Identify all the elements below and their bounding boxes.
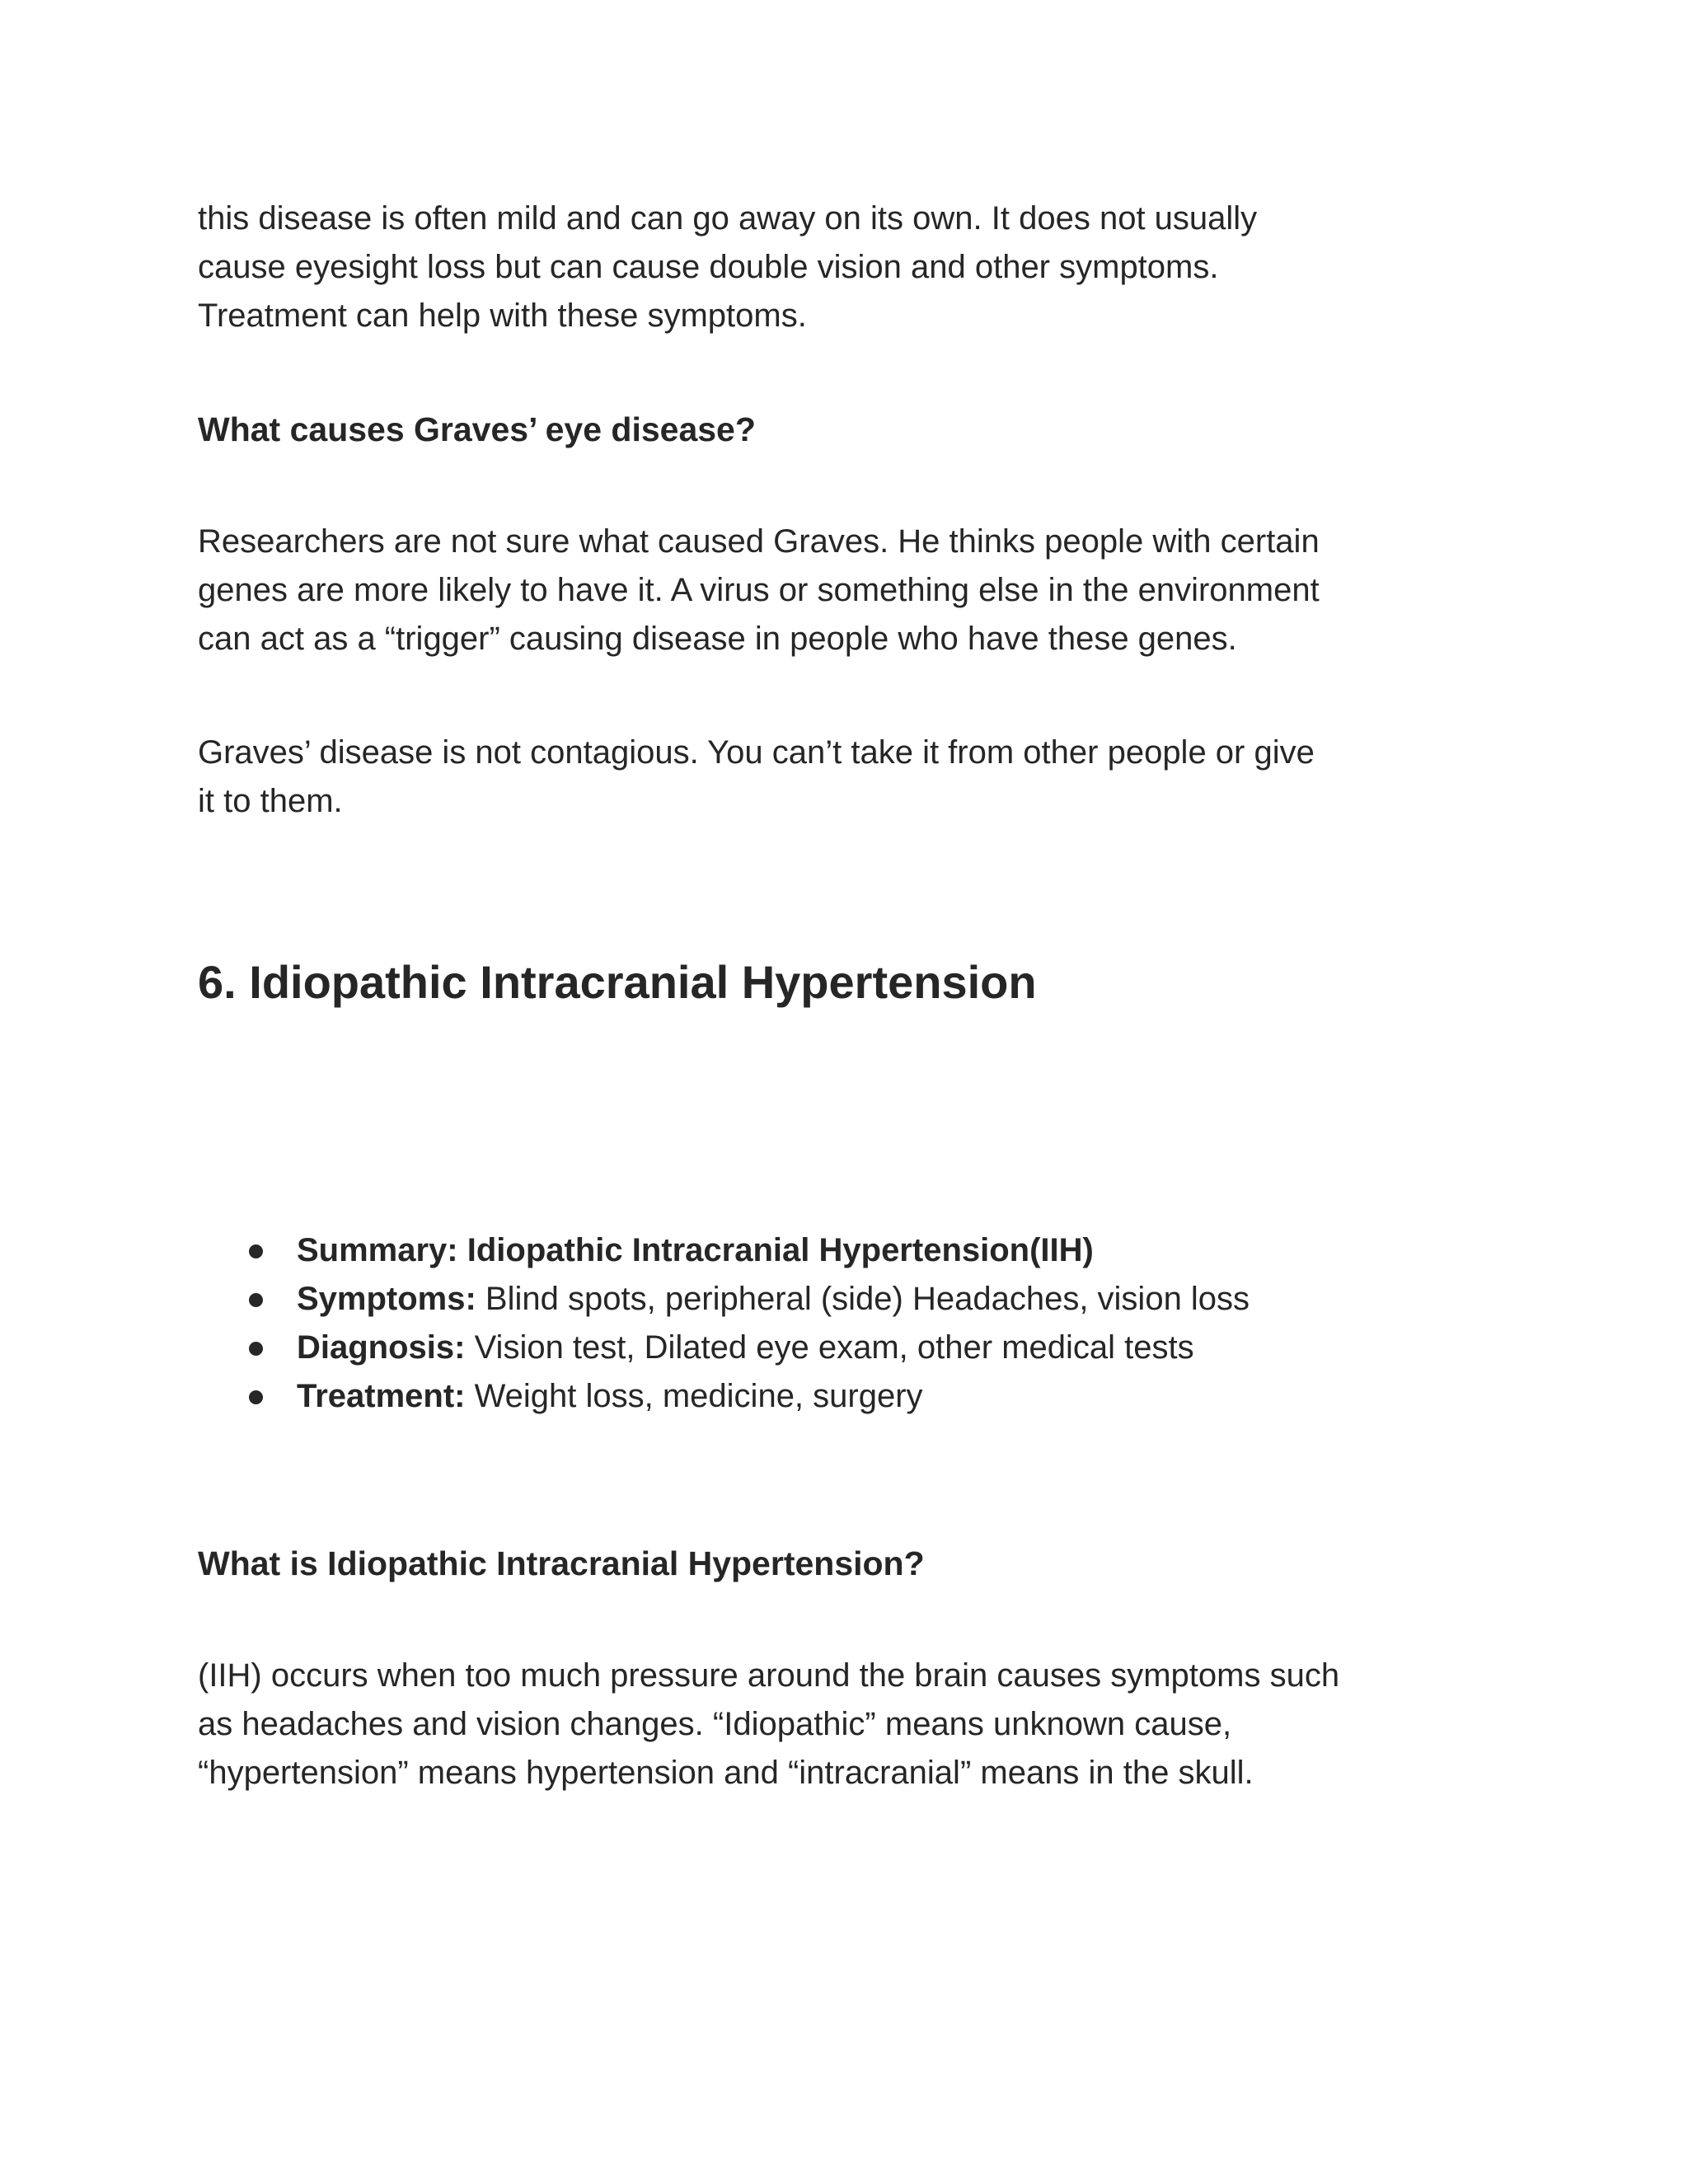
list-item-summary [198, 1226, 1517, 1275]
summary-list-block [198, 1226, 1517, 1421]
paragraph-line: it to them. [198, 783, 343, 819]
list-item-label: Symptoms: [297, 1281, 476, 1317]
intro-paragraph [198, 194, 1517, 340]
paragraph-line: cause eyesight loss but can cause double vision and other symptoms. [198, 249, 1219, 285]
paragraph-line: Treatment can help with these symptoms. [198, 298, 807, 334]
what-is-iih-paragraph-block [198, 1652, 1517, 1797]
paragraph-line: Researchers are not sure what caused Graves. He thinks people with certain [198, 523, 1320, 560]
list-item-label: Summary: Idiopathic Intracranial Hypertension(IIH) [297, 1232, 1094, 1268]
section-6-title-block [198, 954, 1517, 1011]
graves-causes-paragraph2-block [198, 729, 1517, 826]
bullet-icon [249, 1293, 263, 1307]
list-item-diagnosis [198, 1324, 1517, 1372]
graves-causes-paragraph-1 [198, 518, 1517, 663]
paragraph-line: as headaches and vision changes. “Idiopathic” means unknown cause, [198, 1706, 1232, 1742]
graves-causes-heading-block [198, 405, 1517, 454]
paragraph-line: (IIH) occurs when too much pressure around the brain causes symptoms such [198, 1657, 1340, 1694]
list-item-label: Treatment: [297, 1378, 466, 1414]
list-item-label: Diagnosis: [297, 1329, 466, 1366]
bullet-icon [249, 1390, 263, 1404]
what-is-iih-heading-block [198, 1540, 1517, 1588]
paragraph-line: this disease is often mild and can go away on its own. It does not usually [198, 200, 1258, 237]
intro-paragraph-block [198, 194, 1517, 340]
graves-causes-heading: What causes Graves’ eye disease? [198, 410, 756, 448]
list-item-treatment [198, 1372, 1517, 1421]
graves-causes-paragraph-2 [198, 729, 1517, 826]
paragraph-line: Graves’ disease is not contagious. You can’t take it from other people or give [198, 734, 1315, 771]
bullet-icon [249, 1244, 263, 1258]
graves-causes-paragraph1-block [198, 518, 1517, 663]
section-6-title: 6. Idiopathic Intracranial Hypertension [198, 956, 1037, 1008]
paragraph-line: can act as a “trigger” causing disease in people who have these genes. [198, 621, 1237, 657]
what-is-iih-paragraph [198, 1652, 1517, 1797]
paragraph-line: genes are more likely to have it. A virus or something else in the environment [198, 572, 1320, 608]
what-is-iih-heading: What is Idiopathic Intracranial Hypertension? [198, 1544, 925, 1582]
list-item-text: Vision test, Dilated eye exam, other medical tests [465, 1329, 1194, 1366]
paragraph-line: “hypertension” means hypertension and “intracranial” means in the skull. [198, 1755, 1254, 1791]
list-item-text: Weight loss, medicine, surgery [465, 1378, 923, 1414]
list-item-symptoms [198, 1275, 1517, 1324]
list-item-text: Blind spots, peripheral (side) Headaches, vision loss [476, 1281, 1250, 1317]
summary-list [198, 1226, 1517, 1421]
bullet-icon [249, 1342, 263, 1356]
